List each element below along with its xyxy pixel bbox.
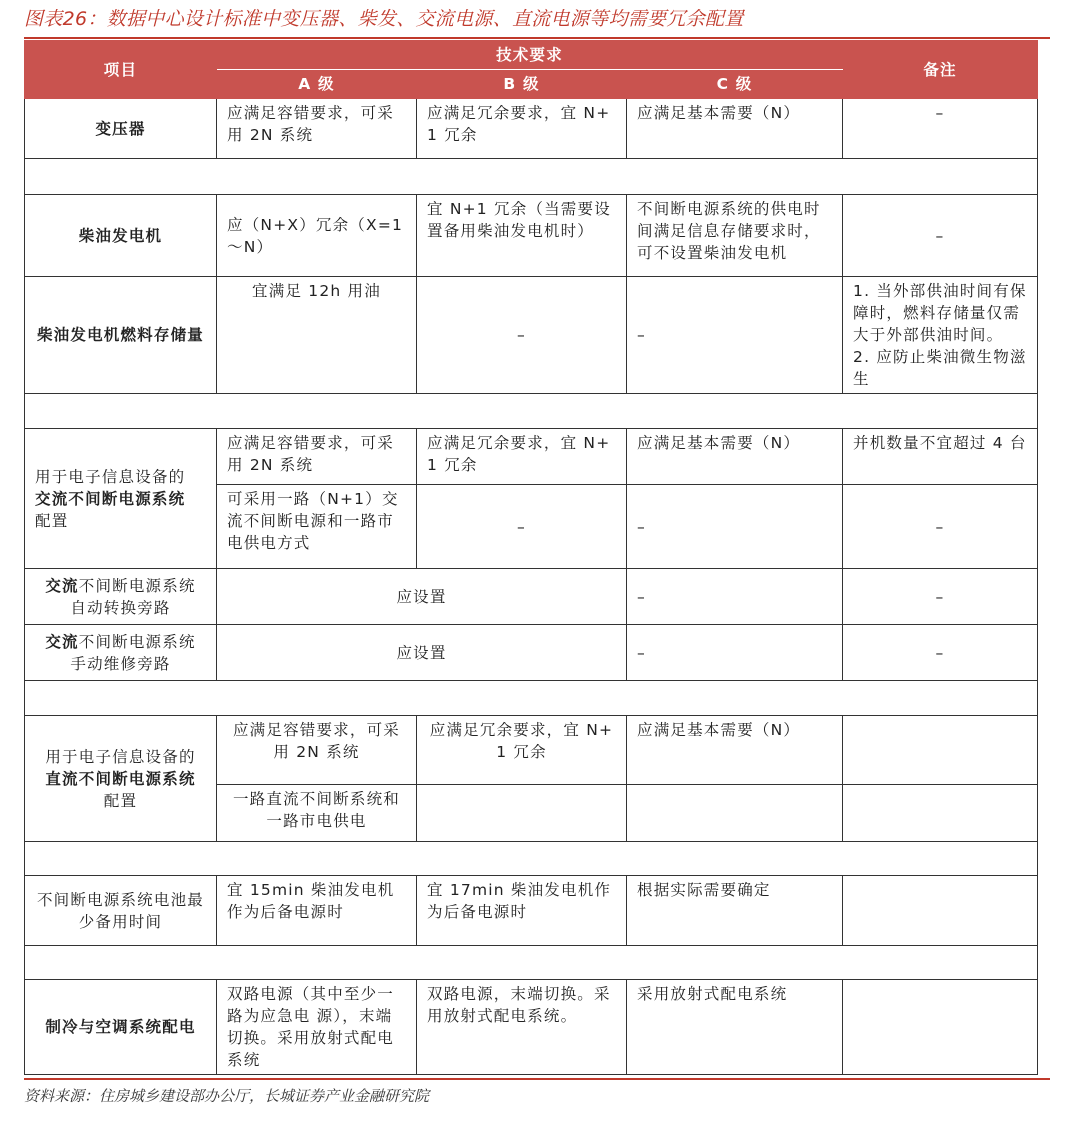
cell-ab: 应设置 bbox=[217, 625, 627, 681]
cell-note: – bbox=[843, 625, 1038, 681]
cell-a: 宜满足 12h 用油 bbox=[217, 277, 417, 394]
cell-c: 根据实际需要确定 bbox=[627, 876, 843, 946]
row-name: 制冷与空调系统配电 bbox=[25, 980, 217, 1075]
cell-note: – bbox=[843, 99, 1038, 159]
cell-b: 应满足冗余要求，宜 N+1 冗余 bbox=[417, 429, 627, 485]
table-row bbox=[25, 980, 1038, 1075]
table-row bbox=[25, 195, 1038, 277]
cell-b: 双路电源，末端切换。采用放射式配电系统。 bbox=[417, 980, 627, 1075]
cell-c: 不间断电源系统的供电时间满足信息存储要求时，可不设置柴油发电机 bbox=[627, 195, 843, 277]
row-name-bold: 交流 bbox=[45, 576, 79, 595]
header-note: 备注 bbox=[843, 41, 1038, 99]
cell-note bbox=[843, 277, 1038, 394]
header-level-c: C 级 bbox=[627, 70, 843, 99]
cell-b: 宜 N+1 冗余（当需要设置备用柴油发电机时） bbox=[417, 195, 627, 277]
row-name-rest: 不间断电源系统 bbox=[78, 632, 196, 651]
table-row bbox=[25, 569, 1038, 625]
cell-c: – bbox=[627, 485, 843, 569]
cell-note: – bbox=[843, 485, 1038, 569]
row-name: 柴油发电机 bbox=[25, 195, 217, 277]
table-row bbox=[25, 716, 1038, 785]
cell-c: – bbox=[627, 569, 843, 625]
cell-note bbox=[843, 716, 1038, 785]
figure-title: 图表26：数据中心设计标准中变压器、柴发、交流电源、直流电源等均需要冗余配置 bbox=[24, 8, 744, 30]
cell-note bbox=[843, 876, 1038, 946]
table-row bbox=[25, 876, 1038, 946]
note-line-2: 2. 应防止柴油微生物滋生 bbox=[853, 348, 1027, 388]
cell-c: – bbox=[627, 277, 843, 394]
header-tech: 技术要求 bbox=[217, 41, 843, 70]
redundancy-table bbox=[24, 40, 1038, 1075]
row-name: 不间断电源系统电池最少备用时间 bbox=[25, 876, 217, 946]
spacer-row bbox=[25, 842, 1038, 876]
cell-c: 应满足基本需要（N） bbox=[627, 99, 843, 159]
row-name: 变压器 bbox=[25, 99, 217, 159]
row-name-bold: 交流 bbox=[45, 632, 79, 651]
top-rule bbox=[24, 37, 1050, 39]
cell-b: 应满足冗余要求，宜 N+1 冗余 bbox=[417, 99, 627, 159]
table-row bbox=[25, 625, 1038, 681]
cell-a: 宜 15min 柴油发电机作为后备电源时 bbox=[217, 876, 417, 946]
cell-note bbox=[843, 980, 1038, 1075]
table-row bbox=[25, 277, 1038, 394]
spacer-row bbox=[25, 681, 1038, 716]
cell-a: 应满足容错要求，可采用 2N 系统 bbox=[217, 429, 417, 485]
cell-a: 一路直流不间断系统和一路市电供电 bbox=[217, 785, 417, 842]
source-note: 资料来源：住房城乡建设部办公厅，长城证券产业金融研究院 bbox=[24, 1087, 430, 1105]
cell-c bbox=[627, 785, 843, 842]
cell-a: 应满足容错要求，可采用 2N 系统 bbox=[217, 716, 417, 785]
row-name-line2: 自动转换旁路 bbox=[70, 598, 171, 617]
row-name-line2: 手动维修旁路 bbox=[70, 654, 171, 673]
row-name-suffix: 配置 bbox=[35, 511, 69, 530]
header-level-a: A 级 bbox=[217, 70, 417, 99]
spacer-row bbox=[25, 946, 1038, 980]
spacer-row bbox=[25, 159, 1038, 195]
cell-b: 应满足冗余要求，宜 N+1 冗余 bbox=[417, 716, 627, 785]
header-level-b: B 级 bbox=[417, 70, 627, 99]
cell-ab: 应设置 bbox=[217, 569, 627, 625]
row-name-bold: 交流不间断电源系统 bbox=[35, 489, 186, 508]
row-name bbox=[25, 625, 217, 681]
cell-note: – bbox=[843, 195, 1038, 277]
row-name-rest: 不间断电源系统 bbox=[78, 576, 196, 595]
row-name bbox=[25, 716, 217, 842]
row-name bbox=[25, 569, 217, 625]
table-row bbox=[25, 99, 1038, 159]
row-name-prefix: 用于电子信息设备的 bbox=[35, 467, 186, 486]
cell-b bbox=[417, 785, 627, 842]
row-name-prefix: 用于电子信息设备的 bbox=[45, 747, 196, 766]
spacer-row bbox=[25, 394, 1038, 429]
cell-a: 应（N+X）冗余（X=1～N） bbox=[217, 195, 417, 277]
row-name bbox=[25, 429, 217, 569]
cell-note bbox=[843, 785, 1038, 842]
table-row bbox=[25, 429, 1038, 485]
bottom-rule bbox=[24, 1078, 1050, 1080]
header-item: 项目 bbox=[25, 41, 217, 99]
cell-c: – bbox=[627, 625, 843, 681]
row-name-bold: 直流不间断电源系统 bbox=[45, 769, 196, 788]
cell-c: 应满足基本需要（N） bbox=[627, 429, 843, 485]
cell-b: 宜 17min 柴油发电机作为后备电源时 bbox=[417, 876, 627, 946]
row-name-suffix: 配置 bbox=[103, 791, 138, 810]
cell-c: 采用放射式配电系统 bbox=[627, 980, 843, 1075]
cell-note: 并机数量不宜超过 4 台 bbox=[843, 429, 1038, 485]
cell-a: 双路电源（其中至少一路为应急电 源），末端切换。采用放射式配电系统 bbox=[217, 980, 417, 1075]
row-name: 柴油发电机燃料存储量 bbox=[25, 277, 217, 394]
cell-a: 可采用一路（N+1）交流不间断电源和一路市电供电方式 bbox=[217, 485, 417, 569]
cell-b: – bbox=[417, 277, 627, 394]
cell-b: – bbox=[417, 485, 627, 569]
note-line-1: 1. 当外部供油时间有保障时，燃料存储量仅需大于外部供油时间。 bbox=[853, 282, 1027, 344]
cell-note: – bbox=[843, 569, 1038, 625]
cell-a: 应满足容错要求，可采用 2N 系统 bbox=[217, 99, 417, 159]
cell-c: 应满足基本需要（N） bbox=[627, 716, 843, 785]
